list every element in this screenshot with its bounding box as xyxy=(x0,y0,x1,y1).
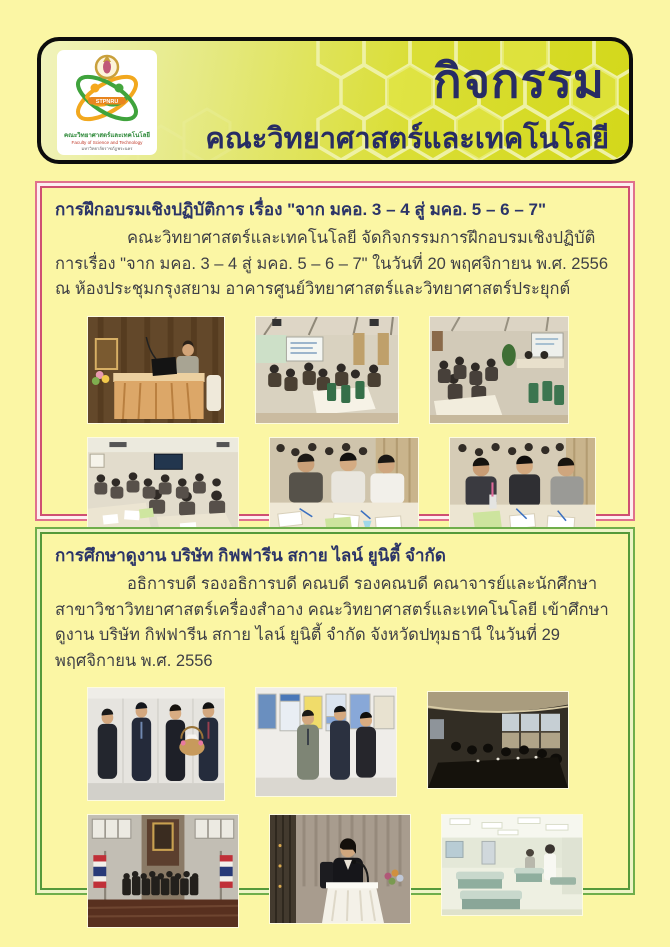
section-study-visit-title: การศึกษาดูงาน บริษัท กิฟฟารีน สกาย ไลน์ ยูนิตี้ จำกัด xyxy=(55,546,446,565)
photo-speaker-at-podium-table xyxy=(87,316,225,424)
logo-badge-text: STPNRU xyxy=(95,99,119,105)
photo-meeting-room-audience-rear xyxy=(255,316,399,424)
section-workshop-body: คณะวิทยาศาสตร์และเทคโนโลยี จัดกิจกรรมการฝึกอบรมเชิงปฏิบัติการเรื่อง "จาก มคอ. 3 – 4 สู่ มคอ. 5 – 6 – 7" ในวันที่ 20 พฤศจิกายน พ.ศ. 2556 ณ ห้องประชุมกรุงสยาม อาคารศูนย์วิทยาศาสตร์และวิทยาศาสตร์ประยุกต์ xyxy=(55,229,608,299)
study-visit-photo-row-2 xyxy=(87,814,615,928)
section-workshop-outer-frame xyxy=(35,181,635,521)
section-study-visit-inner-frame xyxy=(40,532,630,890)
photo-gift-basket-presentation xyxy=(87,687,225,801)
study-visit-photo-row-1 xyxy=(87,687,615,801)
logo-line1: คณะวิทยาศาสตร์และเทคโนโลยี xyxy=(63,132,151,139)
photo-speaker-at-lectern xyxy=(269,814,411,924)
photo-laboratory-tour xyxy=(441,814,583,916)
section-workshop-title: การฝึกอบรมเชิงปฏิบัติการ เรื่อง "จาก มคอ. 3 – 4 สู่ มคอ. 5 – 6 – 7" xyxy=(55,200,547,219)
section-study-visit-outer-frame xyxy=(35,527,635,895)
page-title: กิจกรรม xyxy=(433,54,605,107)
logo-line2: Faculty of Science and Technology xyxy=(71,140,143,145)
faculty-emblem-icon xyxy=(57,50,157,155)
photo-lobby-group-with-flags xyxy=(87,814,239,928)
section-workshop xyxy=(35,181,635,521)
faculty-logo xyxy=(57,50,157,155)
photo-group-with-posters xyxy=(255,687,397,797)
section-study-visit xyxy=(35,527,635,895)
workshop-photo-row-1 xyxy=(87,316,615,424)
logo-line3: มหาวิทยาลัยราชภัฏพระนคร xyxy=(81,146,133,151)
section-study-visit-body: อธิการบดี รองอธิการบดี คณบดี รองคณบดี คณาจารย์และนักศึกษาสาขาวิชาวิทยาศาสตร์เครื่องสำอาง คณะวิทยาศาสตร์และเทคโนโลยี เข้าศึกษาดูงาน บริษัท กิฟฟารีน สกาย ไลน์ ยูนิตี้ จำกัด จังหวัดปทุมธานี ในวันที่ 29 พฤศจิกายน พ.ศ. 2556 xyxy=(55,575,609,670)
photo-meeting-room-audience-side xyxy=(429,316,569,424)
page-subtitle: คณะวิทยาศาสตร์และเทคโนโลยี xyxy=(205,123,609,155)
section-workshop-inner-frame xyxy=(40,186,630,516)
photo-boardroom-meeting xyxy=(427,691,569,789)
header-banner xyxy=(37,37,633,164)
